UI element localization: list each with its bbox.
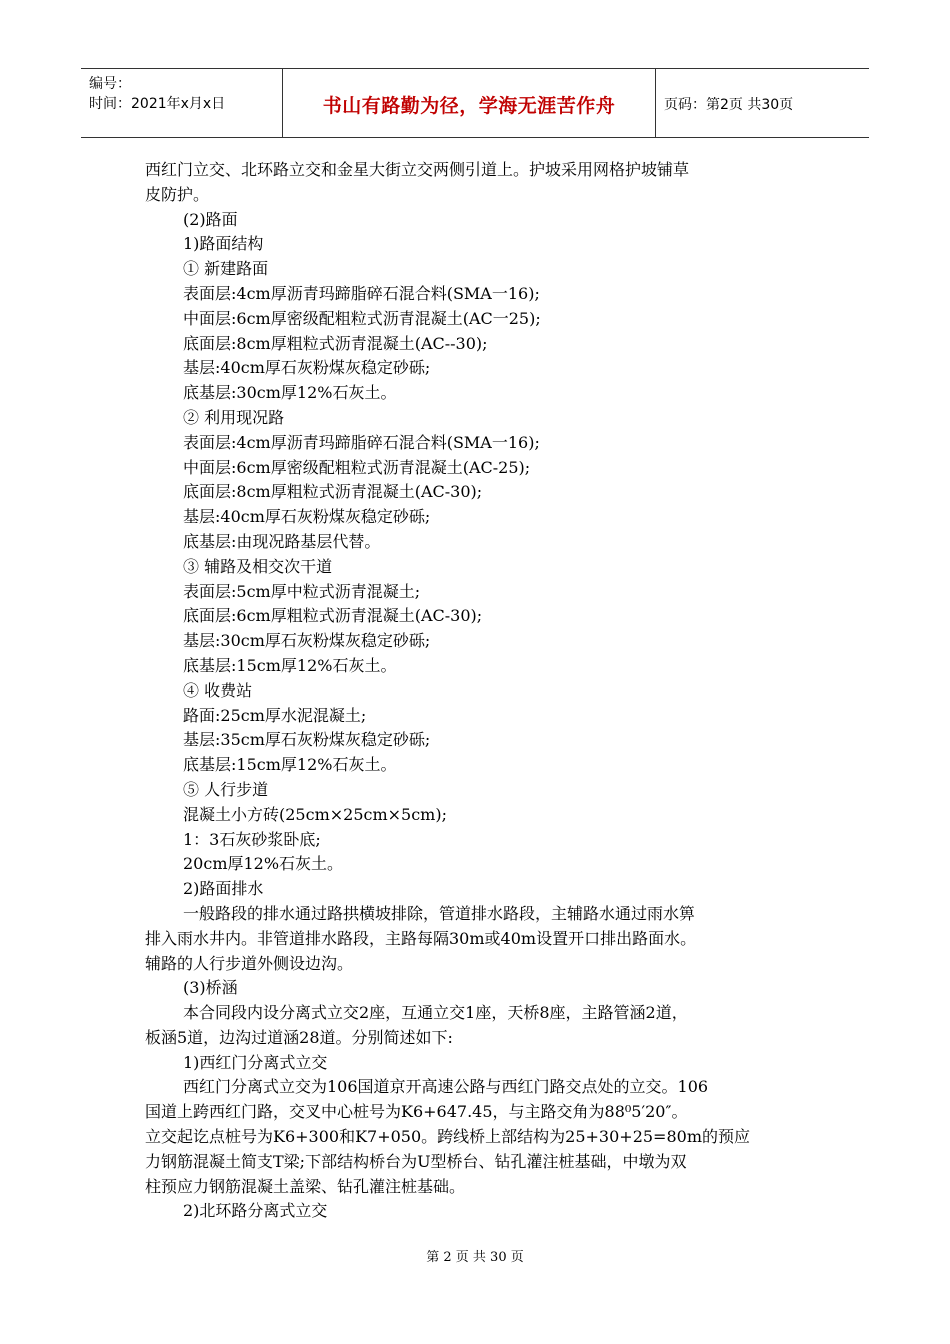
body-line: 力钢筋混凝土简支T梁;下部结构桥台为U型桥台、钻孔灌注桩基础，中墩为双 (145, 1151, 687, 1171)
body-line: 基层:40cm厚石灰粉煤灰稳定砂砾; (183, 507, 431, 527)
body-line: 中面层:6cm厚密级配粗粒式沥青混凝土(AC一25); (183, 308, 541, 328)
body-line: 底面层:6cm厚粗粒式沥青混凝土(AC-30); (183, 606, 483, 626)
document-body (145, 158, 800, 1224)
list-heading: ③ 辅路及相交次干道 (183, 556, 333, 576)
header-motto-cell (283, 69, 656, 137)
document-number-label: 编号： (89, 76, 131, 92)
body-line: 底基层:15cm厚12%石灰土。 (183, 755, 397, 775)
body-line: 国道上跨西红门路，交叉中心桩号为K6+647.45，与主路交角为88⁰5′20″。 (145, 1102, 688, 1122)
body-line: 基层:40cm厚石灰粉煤灰稳定砂砾; (183, 358, 431, 378)
body-line: 一般路段的排水通过路拱横坡排除，管道排水路段，主辅路水通过雨水箅 (183, 903, 696, 923)
body-line: 基层:35cm厚石灰粉煤灰稳定砂砾; (183, 730, 431, 750)
subsection-heading: 2)路面排水 (183, 879, 264, 899)
header-meta-cell (81, 69, 283, 137)
body-line: 立交起讫点桩号为K6+300和K7+050。跨线桥上部结构为25+30+25=80m的预应 (145, 1127, 750, 1147)
body-line: 底面层:8cm厚粗粒式沥青混凝土(AC-30); (183, 482, 483, 502)
document-date-label: 时间：2021年x月x日 (89, 96, 226, 112)
subsection-heading: 2)北环路分离式立交 (183, 1201, 328, 1221)
body-line: 辅路的人行步道外侧设边沟。 (145, 953, 354, 973)
body-line: 板涵5道，边沟过道涵28道。分别简述如下: (145, 1027, 453, 1047)
header-page-number: 页码：第2页 共30页 (664, 97, 794, 113)
body-line: 底基层:30cm厚12%石灰土。 (183, 383, 397, 403)
subsection-heading: 1)西红门分离式立交 (183, 1052, 328, 1072)
section-heading: (2)路面 (183, 209, 238, 229)
body-line: 西红门分离式立交为106国道京开高速公路与西红门路交点处的立交。106 (183, 1077, 709, 1097)
body-line: 混凝土小方砖(25cm×25cm×5cm); (183, 804, 447, 824)
list-heading: ⑤ 人行步道 (183, 779, 269, 799)
body-line: 底基层:15cm厚12%石灰土。 (183, 655, 397, 675)
header-page-cell (656, 69, 869, 137)
body-line: 本合同段内设分离式立交2座，互通立交1座，天桥8座，主路管涵2道， (183, 1003, 688, 1023)
page-footer: 第 2 页 共 30 页 (426, 1250, 524, 1265)
body-line: 基层:30cm厚石灰粉煤灰稳定砂砾; (183, 631, 431, 651)
body-line: 底面层:8cm厚粗粒式沥青混凝土(AC--30); (183, 333, 488, 353)
page-header (81, 68, 869, 138)
body-line: 路面:25cm厚水泥混凝土; (183, 705, 367, 725)
body-line: 排入雨水井内。非管道排水路段，主路每隔30m或40m设置开口排出路面水。 (145, 928, 697, 948)
list-heading: ① 新建路面 (183, 259, 269, 279)
header-motto: 书山有路勤为径，学海无涯苦作舟 (322, 95, 616, 117)
body-line: 表面层:4cm厚沥青玛蹄脂碎石混合料(SMA一16); (183, 432, 540, 452)
body-line: 底基层:由现况路基层代替。 (183, 531, 381, 551)
body-line: 柱预应力钢筋混凝土盖梁、钻孔灌注桩基础。 (145, 1176, 466, 1196)
body-line: 20cm厚12%石灰土。 (183, 854, 344, 874)
body-line: 1：3石灰砂浆卧底; (183, 829, 321, 849)
list-heading: ④ 收费站 (183, 680, 253, 700)
list-heading: ② 利用现况路 (183, 407, 285, 427)
section-heading: (3)桥涵 (183, 978, 238, 998)
body-line: 表面层:4cm厚沥青玛蹄脂碎石混合料(SMA一16); (183, 283, 540, 303)
subsection-heading: 1)路面结构 (183, 234, 264, 254)
body-line: 皮防护。 (145, 184, 210, 204)
body-line: 西红门立交、北环路立交和金星大街立交两侧引道上。护坡采用网格护坡铺草 (145, 160, 690, 179)
body-line: 表面层:5cm厚中粒式沥青混凝土; (183, 581, 421, 601)
body-line: 中面层:6cm厚密级配粗粒式沥青混凝土(AC-25); (183, 457, 531, 477)
